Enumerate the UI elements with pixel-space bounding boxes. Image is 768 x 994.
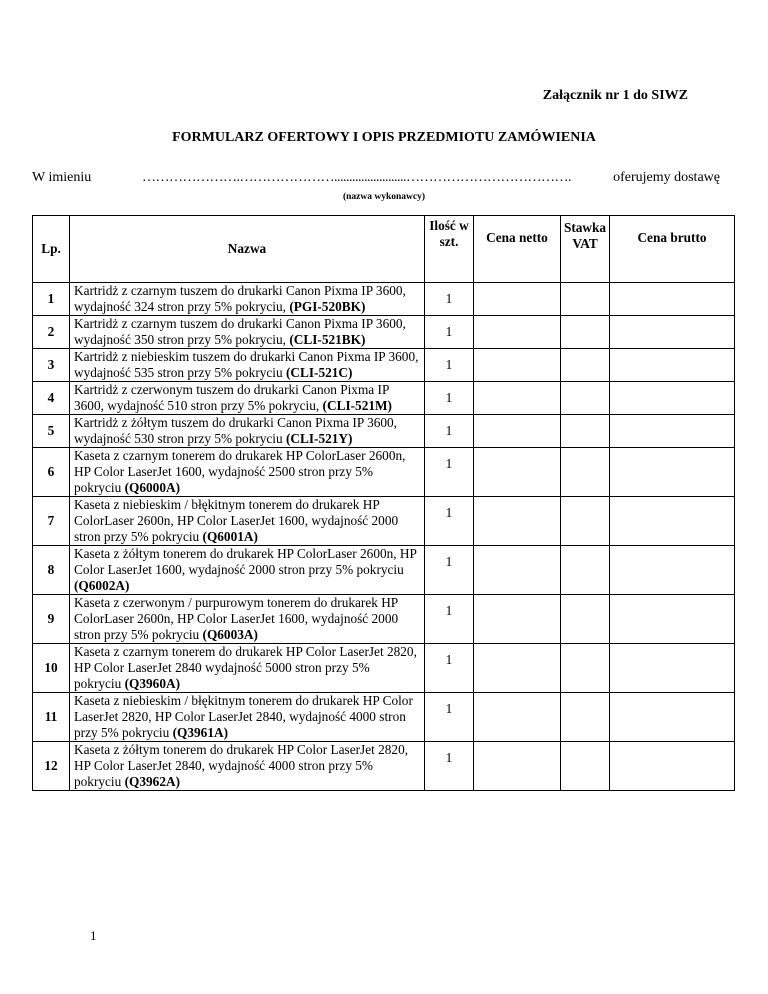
row-product-code: (CLI-521M) (322, 398, 392, 413)
row-qty: 1 (445, 652, 453, 667)
row-qty: 1 (445, 357, 453, 372)
row-product-code: (Q3962A) (124, 774, 181, 789)
table-header-row (33, 216, 735, 283)
header-gross-price: Cena brutto (610, 216, 735, 283)
row-name (70, 546, 425, 595)
row-lp: 4 (33, 382, 70, 415)
header-vat-rate: Stawka VAT (561, 216, 610, 283)
row-product-code: (Q6002A) (74, 578, 130, 593)
row-qty-cell (425, 595, 474, 644)
row-qty-cell (425, 349, 474, 382)
row-product-code: (Q6003A) (202, 627, 258, 642)
row-vat-rate-cell[interactable] (561, 546, 610, 595)
annex-label: Załącznik nr 1 do SIWZ (542, 88, 688, 103)
row-description: Kartridż z czarnym tuszem do drukarki Canon Pixma IP 3600, wydajność 350 stron przy 5% pokryciu, (74, 316, 406, 347)
row-name (70, 415, 425, 448)
row-lp: 3 (33, 349, 70, 382)
row-product-code: (CLI-521C) (285, 365, 353, 380)
row-net-price-cell[interactable] (474, 349, 561, 382)
row-name (70, 316, 425, 349)
row-description: Kaseta z żółtym tonerem do drukarek HP Color LaserJet 2820, HP Color LaserJet 2840, wydajność 4000 stron przy 5% pokryciu (74, 742, 409, 789)
row-description: Kaseta z żółtym tonerem do drukarek HP ColorLaser 2600n, HP Color LaserJet 1600, wydajność 2000 stron przy 5% pokryciu (74, 546, 417, 577)
row-product-code: (CLI-521BK) (289, 332, 366, 347)
row-vat-rate-cell[interactable] (561, 644, 610, 693)
contractor-line-prefix: W imieniu (32, 170, 92, 185)
row-vat-rate-cell[interactable] (561, 693, 610, 742)
row-net-price-cell[interactable] (474, 742, 561, 791)
row-product-code: (Q3961A) (172, 725, 229, 740)
row-net-price-cell[interactable] (474, 595, 561, 644)
row-net-price-cell[interactable] (474, 415, 561, 448)
row-qty: 1 (445, 390, 453, 405)
row-description: Kartridż z niebieskim tuszem do drukarki Canon Pixma IP 3600, wydajność 535 stron przy 5% pokryciu (74, 349, 419, 380)
row-qty-cell (425, 742, 474, 791)
row-gross-price-cell[interactable] (610, 497, 735, 546)
row-name (70, 693, 425, 742)
row-name (70, 595, 425, 644)
row-qty: 1 (445, 505, 453, 520)
row-lp: 5 (33, 415, 70, 448)
row-name (70, 644, 425, 693)
row-qty: 1 (445, 456, 453, 471)
table-row (33, 546, 735, 595)
table-row (33, 448, 735, 497)
row-name (70, 283, 425, 316)
row-vat-rate-cell[interactable] (561, 382, 610, 415)
row-qty-cell (425, 448, 474, 497)
table-row (33, 644, 735, 693)
row-vat-rate-cell[interactable] (561, 448, 610, 497)
row-gross-price-cell[interactable] (610, 595, 735, 644)
row-gross-price-cell[interactable] (610, 644, 735, 693)
row-product-code: (Q6001A) (202, 529, 258, 544)
row-description: Kartridż z czarnym tuszem do drukarki Canon Pixma IP 3600, wydajność 324 stron przy 5% pokryciu, (74, 283, 406, 314)
row-net-price-cell[interactable] (474, 546, 561, 595)
row-qty: 1 (445, 603, 453, 618)
row-name (70, 349, 425, 382)
page-title: FORMULARZ OFERTOWY I OPIS PRZEDMIOTU ZAMÓWIENIA (172, 130, 596, 145)
row-gross-price-cell[interactable] (610, 283, 735, 316)
row-lp: 2 (33, 316, 70, 349)
row-qty: 1 (445, 750, 453, 765)
row-gross-price-cell[interactable] (610, 382, 735, 415)
row-net-price-cell[interactable] (474, 693, 561, 742)
row-name (70, 448, 425, 497)
offer-table (32, 215, 735, 791)
row-name (70, 382, 425, 415)
row-gross-price-cell[interactable] (610, 448, 735, 497)
header-lp: Lp. (33, 216, 70, 283)
row-net-price-cell[interactable] (474, 644, 561, 693)
contractor-line-suffix: oferujemy dostawę (613, 170, 720, 185)
row-net-price-cell[interactable] (474, 283, 561, 316)
table-row (33, 382, 735, 415)
row-lp: 11 (33, 693, 70, 742)
row-qty-cell (425, 546, 474, 595)
row-lp: 1 (33, 283, 70, 316)
row-gross-price-cell[interactable] (610, 415, 735, 448)
contractor-name-blank[interactable]: ………………….…………………........................………………………………. (142, 170, 571, 185)
row-vat-rate-cell[interactable] (561, 595, 610, 644)
page-number: 1 (90, 928, 97, 943)
row-lp: 7 (33, 497, 70, 546)
table-row (33, 497, 735, 546)
row-qty-cell (425, 644, 474, 693)
row-vat-rate-cell[interactable] (561, 742, 610, 791)
row-net-price-cell[interactable] (474, 448, 561, 497)
row-lp: 9 (33, 595, 70, 644)
row-description: Kaseta z czerwonym / purpurowym tonerem do drukarek HP ColorLaser 2600n, HP Color LaserJet 1600, wydajność 2000 stron przy 5% pokryciu (74, 595, 399, 642)
contractor-caption: (nazwa wykonawcy) (342, 192, 426, 202)
table-row (33, 316, 735, 349)
header-qty: Ilość w szt. (425, 216, 474, 283)
row-description: Kaseta z czarnym tonerem do drukarek HP ColorLaser 2600n, HP Color LaserJet 1600, wydajność 2500 stron przy 5% pokryciu (74, 448, 406, 495)
table-row (33, 415, 735, 448)
row-gross-price-cell[interactable] (610, 349, 735, 382)
header-name: Nazwa (70, 216, 425, 283)
row-description: Kaseta z niebieskim / błękitnym tonerem do drukarek HP Color LaserJet 2820, HP Color LaserJet 2840, wydajność 4000 stron przy 5% pokryciu (74, 693, 413, 740)
row-description: Kartridż z żółtym tuszem do drukarki Canon Pixma IP 3600, wydajność 530 stron przy 5% pokryciu (74, 415, 398, 446)
row-lp: 6 (33, 448, 70, 497)
row-qty: 1 (445, 701, 453, 716)
table-row (33, 595, 735, 644)
row-description: Kaseta z niebieskim / błękitnym tonerem do drukarek HP ColorLaser 2600n, HP Color LaserJet 1600, wydajność 2000 stron przy 5% pokryciu (74, 497, 399, 544)
row-vat-rate-cell[interactable] (561, 283, 610, 316)
row-vat-rate-cell[interactable] (561, 415, 610, 448)
table-row (33, 693, 735, 742)
table-row (33, 349, 735, 382)
row-qty: 1 (445, 291, 453, 306)
row-gross-price-cell[interactable] (610, 693, 735, 742)
row-description: Kartridż z czerwonym tuszem do drukarki Canon Pixma IP 3600, wydajność 510 stron przy 5% pokryciu, (74, 382, 389, 413)
row-qty-cell (425, 382, 474, 415)
row-product-code: (Q3960A) (124, 676, 181, 691)
row-description: Kaseta z czarnym tonerem do drukarek HP Color LaserJet 2820, HP Color LaserJet 2840 wydajność 5000 stron przy 5% pokryciu (74, 644, 417, 691)
row-qty-cell (425, 316, 474, 349)
row-net-price-cell[interactable] (474, 316, 561, 349)
row-qty: 1 (445, 554, 453, 569)
row-gross-price-cell[interactable] (610, 742, 735, 791)
row-name (70, 742, 425, 791)
row-qty: 1 (445, 423, 453, 438)
header-net-price: Cena netto (474, 216, 561, 283)
row-lp: 10 (33, 644, 70, 693)
row-product-code: (PGI-520BK) (289, 299, 366, 314)
row-qty: 1 (445, 324, 453, 339)
row-vat-rate-cell[interactable] (561, 349, 610, 382)
row-qty-cell (425, 415, 474, 448)
table-row (33, 742, 735, 791)
row-vat-rate-cell[interactable] (561, 316, 610, 349)
row-gross-price-cell[interactable] (610, 546, 735, 595)
row-qty-cell (425, 283, 474, 316)
row-net-price-cell[interactable] (474, 382, 561, 415)
row-qty-cell (425, 693, 474, 742)
row-qty-cell (425, 497, 474, 546)
row-net-price-cell[interactable] (474, 497, 561, 546)
row-vat-rate-cell[interactable] (561, 497, 610, 546)
row-lp: 8 (33, 546, 70, 595)
row-name (70, 497, 425, 546)
table-row (33, 283, 735, 316)
row-product-code: (CLI-521Y) (285, 431, 353, 446)
row-lp: 12 (33, 742, 70, 791)
row-gross-price-cell[interactable] (610, 316, 735, 349)
row-product-code: (Q6000A) (124, 480, 181, 495)
